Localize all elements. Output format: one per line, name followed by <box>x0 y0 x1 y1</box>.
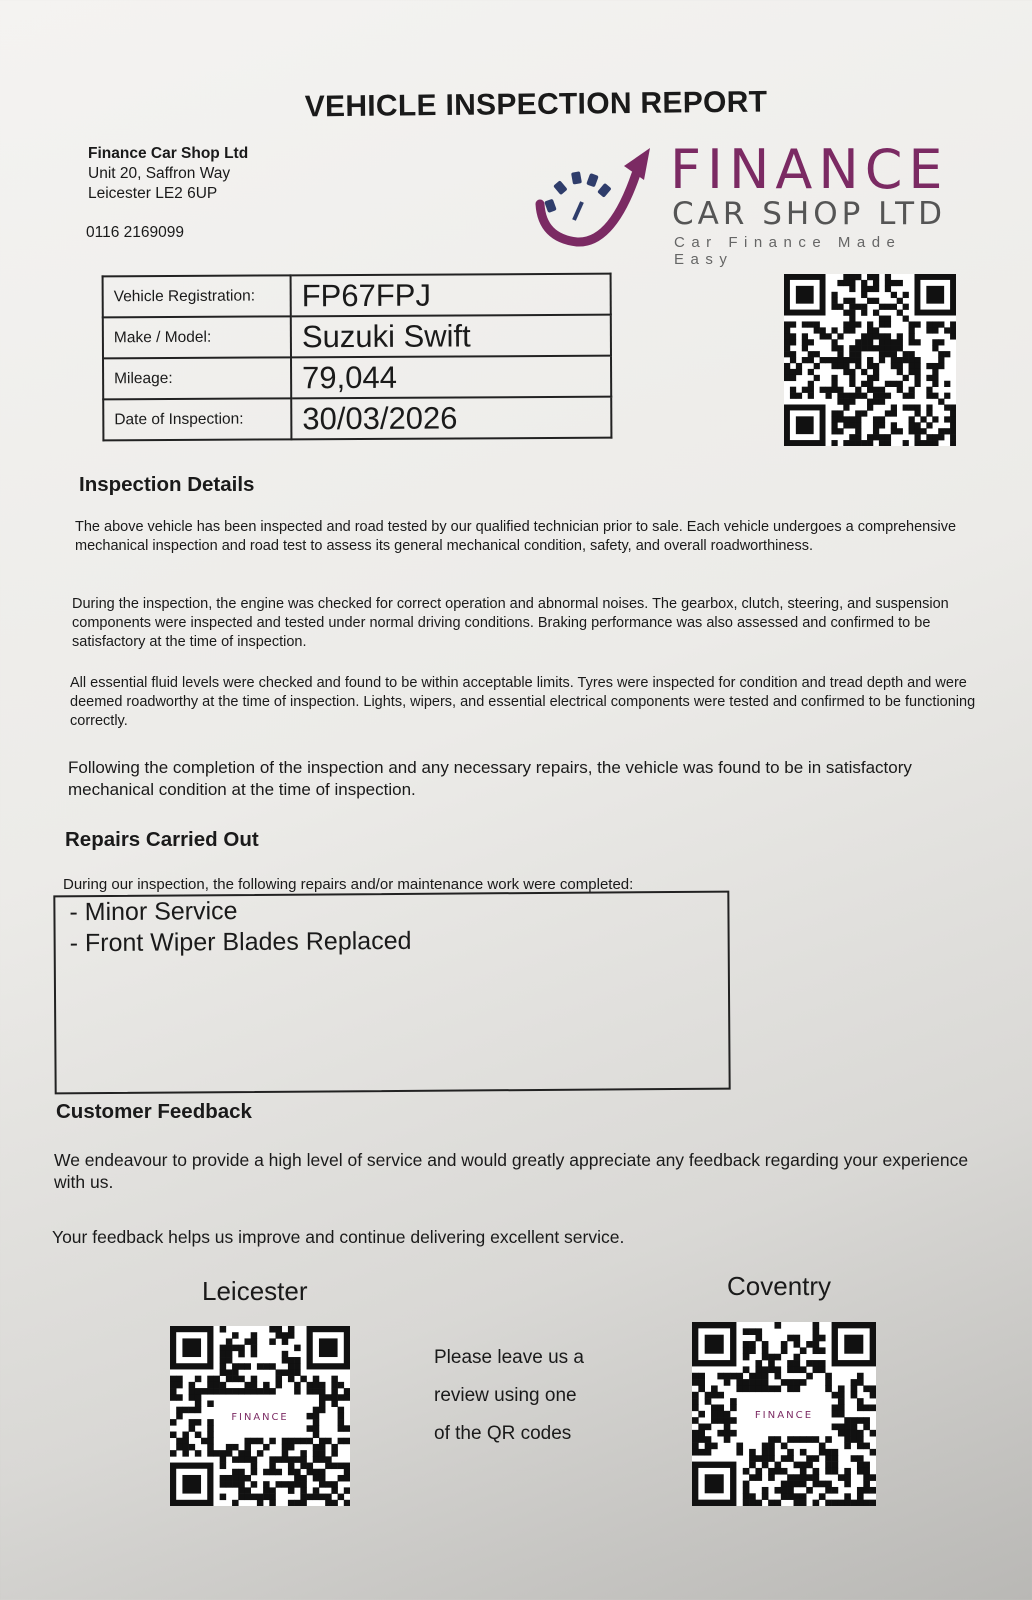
review-instruction <box>434 1339 584 1453</box>
company-logo <box>540 138 960 268</box>
logo-tagline: Car Finance Made Easy <box>674 234 902 268</box>
repair-item-wiper-blades: - Front Wiper Blades Replaced <box>69 926 412 958</box>
repairs-list-box <box>53 891 730 1095</box>
logo-wordmark: FINANCE <box>670 138 949 201</box>
coventry-label: Coventry <box>727 1271 832 1301</box>
make-model-value: Suzuki Swift <box>291 315 611 358</box>
mileage-value: 79,044 <box>291 356 611 399</box>
make-model-label: Make / Model: <box>103 316 291 358</box>
repairs-heading: Repairs Carried Out <box>65 828 259 851</box>
svg-text:FINANCE: FINANCE <box>231 1412 289 1423</box>
logo-subline: CAR SHOP LTD <box>672 196 946 232</box>
feedback-paragraph-2: Your feedback helps us improve and continue delivering excellent service. <box>52 1227 625 1247</box>
inspection-paragraph-2: During the inspection, the engine was checked for correct operation and abnormal noises. The gearbox, clutch, steering, and suspension components were inspected and tested under normal driving conditions. Braking performance was also assessed and confirmed to be satisfactory at the time of inspection. <box>72 596 949 650</box>
qr-code-top[interactable] <box>784 274 956 446</box>
table-row <box>103 315 611 359</box>
qr-code-leicester[interactable] <box>170 1326 350 1506</box>
mileage-label: Mileage: <box>103 357 291 399</box>
address-line-2: Leicester LE2 6UP <box>88 185 218 202</box>
feedback-paragraph-1: We endeavour to provide a high level of service and would greatly appreciate any feedback regarding your experience with us. <box>54 1150 969 1192</box>
review-line-1: Please leave us a <box>434 1347 584 1368</box>
report-title: VEHICLE INSPECTION REPORT <box>304 85 768 124</box>
review-line-3: of the QR codes <box>434 1423 572 1444</box>
address-line-1: Unit 20, Saffron Way <box>88 165 231 182</box>
qr-code-coventry[interactable] <box>692 1322 876 1506</box>
review-line-2: review using one <box>434 1385 577 1406</box>
vehicle-registration-label: Vehicle Registration: <box>103 275 291 317</box>
company-name: Finance Car Shop Ltd <box>88 145 249 162</box>
table-row <box>103 397 611 441</box>
customer-feedback-heading: Customer Feedback <box>56 1100 252 1123</box>
company-address <box>88 144 248 204</box>
inspection-paragraph-1: The above vehicle has been inspected and road tested by our qualified technician prior to sale. Each vehicle undergoes a comprehensive mechanical inspection and road test to assess its general mechanical condition, safety, and overall roadworthiness. <box>75 519 957 554</box>
svg-text:FINANCE: FINANCE <box>754 1410 814 1421</box>
inspection-date-value: 30/03/2026 <box>291 397 611 440</box>
repairs-intro: During our inspection, the following repairs and/or maintenance work were completed: <box>63 876 634 893</box>
company-phone: 0116 2169099 <box>86 224 184 241</box>
vehicle-registration-value: FP67FPJ <box>291 274 611 317</box>
leicester-label: Leicester <box>202 1276 308 1306</box>
inspection-details-heading: Inspection Details <box>79 473 255 496</box>
repair-item-minor-service: - Minor Service <box>69 897 238 927</box>
inspection-paragraph-3: All essential fluid levels were checked and found to be within acceptable limits. Tyres were inspected for condition and tread depth and were deemed roadworthy at the time of inspection. Lights, wipers, and essential electrical components were tested and confirmed to be functioning correctly. <box>70 675 976 729</box>
speedometer-arrow-icon <box>532 142 672 252</box>
table-row <box>103 274 611 318</box>
vehicle-details-table <box>102 273 613 442</box>
inspection-paragraph-4: Following the completion of the inspection and any necessary repairs, the vehicle was found to be in satisfactory mechanical condition at the time of inspection. <box>68 758 912 799</box>
table-row <box>103 356 611 400</box>
inspection-date-label: Date of Inspection: <box>103 398 291 440</box>
